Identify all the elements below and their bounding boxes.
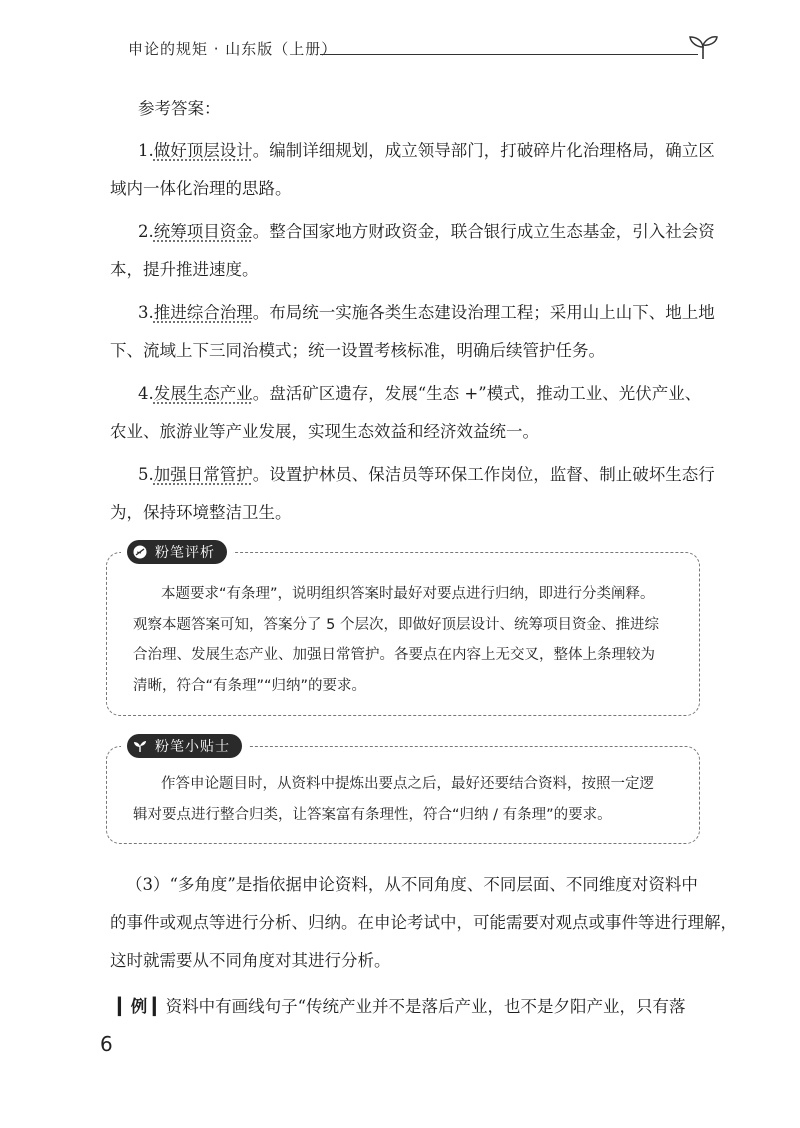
body-line: 这时就需要从不同角度对其进行分析。	[110, 951, 391, 970]
sprout-icon	[688, 34, 718, 60]
tip-line: 辑对要点进行整合归类，让答案富有条理性，符合“归纳 / 有条理”的要求。	[133, 806, 612, 823]
answer-item-line	[110, 375, 714, 413]
item-text: 。编制详细规划，成立领导部门，打破碎片化治理格局，确立区	[252, 141, 715, 160]
answer-item-line	[110, 213, 714, 251]
item-key: 发展生态产业	[153, 384, 253, 403]
analysis-box	[106, 545, 700, 716]
answer-item	[110, 456, 714, 532]
tip-box	[106, 739, 700, 844]
section-multi-angle	[110, 866, 737, 1026]
item-text: 。盘活矿区遗存，发展“生态 +”模式，推动工业、光伏产业、	[252, 384, 702, 403]
answer-item-line	[110, 132, 714, 170]
analysis-line: 观察本题答案可知，答案分了 5 个层次，即做好顶层设计、统筹项目资金、推进综	[133, 616, 659, 633]
answer-item-line	[110, 456, 714, 494]
item-number: 1.	[138, 141, 154, 160]
item-key: 做好顶层设计	[153, 141, 253, 160]
item-number: 3.	[138, 303, 154, 322]
answer-item	[110, 294, 714, 370]
item-text: 。设置护林员、保洁员等环保工作岗位，监督、制止破坏生态行	[252, 465, 715, 484]
answer-item	[110, 375, 714, 451]
page-number: 6	[100, 1032, 113, 1056]
analysis-line: 合治理、发展生态产业、加强日常管护。各要点在内容上无交叉，整体上条理较为	[133, 647, 655, 663]
sprout-small-icon	[133, 739, 147, 753]
item-continuation: 下、流域上下三同治模式；统一设置考核标准，明确后续管护任务。	[110, 341, 605, 360]
item-key: 统筹项目资金	[153, 222, 253, 241]
tip-tag-label: 粉笔小贴士	[155, 739, 230, 755]
example-text: 资料中有画线句子“传统产业并不是落后产业，也不是夕阳产业，只有落	[165, 997, 686, 1016]
book-title: 申论的规矩 · 山东版（上册）	[128, 40, 338, 58]
answer-item	[110, 213, 714, 289]
item-continuation: 为，保持环境整洁卫生。	[110, 503, 292, 522]
answer-section	[110, 90, 714, 532]
analysis-line: 本题要求“有条理”，说明组织答案时最好对要点进行归纳，即进行分类阐释。	[161, 586, 655, 602]
example-line	[118, 988, 714, 1026]
item-text: 。整合国家地方财政资金，联合银行成立生态基金，引入社会资	[252, 222, 715, 241]
running-header	[128, 34, 718, 64]
body-line: 的事件或观点等进行分析、归纳。在申论考试中，可能需要对观点或事件等进行理解，	[110, 913, 737, 932]
item-number: 2.	[138, 222, 154, 241]
item-continuation: 本，提升推进速度。	[110, 260, 259, 279]
body-line: （3）“多角度”是指依据申论资料，从不同角度、不同层面、不同维度对资料中	[126, 875, 698, 894]
tip-text	[133, 769, 654, 830]
analysis-tag-pill	[127, 540, 227, 564]
analysis-tag-label: 粉笔评析	[155, 545, 215, 561]
analysis-text	[133, 579, 659, 701]
item-continuation: 农业、旅游业等产业发展，实现生态效益和经济效益统一。	[110, 422, 539, 441]
tip-tag	[121, 734, 248, 758]
tip-line: 作答申论题目时，从资料中提炼出要点之后，最好还要结合资料，按照一定逻	[161, 776, 654, 792]
leaf-icon	[133, 545, 147, 559]
item-number: 4.	[138, 384, 154, 403]
answer-heading: 参考答案：	[138, 99, 221, 118]
item-number: 5.	[138, 465, 154, 484]
item-key: 推进综合治理	[153, 303, 253, 322]
analysis-tag	[121, 540, 233, 564]
item-text: 。布局统一实施各类生态建设治理工程；采用山上山下、地上地	[252, 303, 715, 322]
item-continuation: 域内一体化治理的思路。	[110, 179, 292, 198]
header-rule	[320, 54, 698, 55]
tip-tag-pill	[127, 734, 242, 758]
answer-item-line	[110, 294, 714, 332]
analysis-line: 清晰，符合“有条理”“归纳”的要求。	[133, 677, 367, 694]
answer-item	[110, 132, 714, 208]
item-key: 加强日常管护	[153, 465, 253, 484]
example-mark: ▎例 ▎	[118, 997, 166, 1016]
